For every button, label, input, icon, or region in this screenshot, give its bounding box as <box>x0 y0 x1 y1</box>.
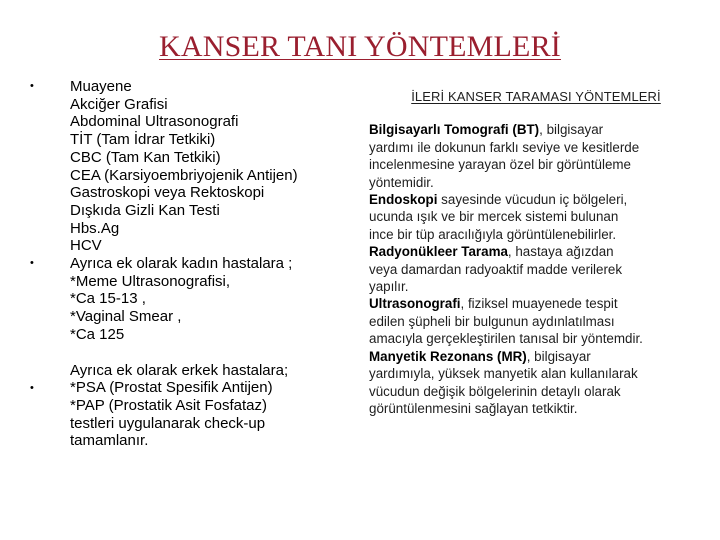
left-column <box>30 78 370 450</box>
slide-title: KANSER TANI YÖNTEMLERİ <box>159 30 561 63</box>
paragraph-line <box>369 191 699 208</box>
method-term: Manyetik Rezonans (MR) <box>369 348 527 364</box>
list-item: Ayrıca ek olarak kadın hastalara ; <box>70 255 293 273</box>
list-item: *Vaginal Smear , <box>70 308 182 326</box>
paragraph-line <box>369 226 699 243</box>
list-item: testleri uygulanarak check-up <box>70 414 266 432</box>
line-text: veya damardan radyoaktif madde verilerek <box>369 261 623 277</box>
paragraph-line <box>369 313 699 330</box>
paragraph-line <box>369 348 699 365</box>
method-term: Radyonükleer Tarama <box>369 244 508 260</box>
bullet-icon: • <box>30 80 34 92</box>
list-item: *Meme Ultrasonografisi, <box>70 272 231 290</box>
line-text: , hastaya ağızdan <box>507 244 614 260</box>
list-item: TİT (Tam İdrar Tetkiki) <box>70 131 216 149</box>
line-text: amacıyla gerçekleştirilen tanısal bir yöntemdir. <box>369 331 643 347</box>
bullet-block-general <box>30 78 370 255</box>
line-text: yöntemidir. <box>369 174 434 190</box>
paragraph-line <box>369 121 699 138</box>
line-text: yapılır. <box>369 279 409 295</box>
bullet-block-women <box>30 255 370 344</box>
line-text: , bilgisayar <box>539 122 604 138</box>
paragraph-line <box>369 243 699 260</box>
line-text: yardımı ile dokunun farklı seviye ve kesitlerde <box>369 139 640 155</box>
method-term: Bilgisayarlı Tomografi (BT) <box>369 122 540 138</box>
paragraph-line <box>369 261 699 278</box>
list-item: CEA (Karsiyoembriyojenik Antijen) <box>70 166 298 184</box>
list-item: Hbs.Ag <box>70 219 120 237</box>
paragraph-line <box>369 156 699 173</box>
line-text: edilen şüpheli bir bulgunun aydınlatılması <box>369 313 615 329</box>
line-text: ucunda ışık ve bir mercek sistemi bulunan <box>369 209 619 225</box>
paragraph-line <box>369 383 699 400</box>
list-item: *Ca 15-13 , <box>70 290 146 308</box>
line-text: görüntülenmesini sağlayan tetkiktir. <box>369 400 578 416</box>
line-text: ince bir tüp aracılığıyla görüntülenebilirler. <box>369 226 617 242</box>
list-item: tamamlanır. <box>70 432 149 450</box>
list-item: Gastroskopi veya Rektoskopi <box>70 184 265 202</box>
line-text: incelenmesine yarayan özel bir görüntüleme <box>369 157 632 173</box>
list-item: *PAP (Prostatik Asit Fosfataz) <box>70 396 268 414</box>
paragraph-line <box>369 365 699 382</box>
list-item: Dışkıda Gizli Kan Testi <box>70 201 220 219</box>
line-text: sayesinde vücudun iç bölgeleri, <box>437 192 628 208</box>
paragraph-line <box>369 330 699 347</box>
list-item: Muayene <box>70 78 132 95</box>
paragraph-line <box>369 400 699 417</box>
paragraph-line <box>369 174 699 191</box>
list-item: *Ca 125 <box>70 325 125 343</box>
list-item: Akciğer Grafisi <box>70 95 168 113</box>
method-term: Ultrasonografi <box>369 296 461 312</box>
bullet-icon: • <box>30 257 34 270</box>
bullet-block-men <box>30 362 370 451</box>
line-text: , bilgisayar <box>526 348 591 364</box>
method-term: Endoskopi <box>369 192 438 208</box>
advanced-screening-heading: İLERİ KANSER TARAMASI YÖNTEMLERİ <box>411 89 661 104</box>
paragraph-line <box>369 208 699 225</box>
list-item: Abdominal Ultrasonografi <box>70 113 239 131</box>
list-item: HCV <box>70 237 102 255</box>
line-text: , fiziksel muayenede tespit <box>460 296 618 312</box>
paragraph-line <box>369 278 699 295</box>
list-item: Ayrıca ek olarak erkek hastalara; <box>70 361 289 379</box>
paragraph-line <box>369 139 699 156</box>
bullet-icon: • <box>30 381 34 394</box>
list-item: *PSA (Prostat Spesifik Antijen) <box>70 379 273 397</box>
list-item: CBC (Tam Kan Tetkiki) <box>70 148 221 166</box>
line-text: yardımıyla, yüksek manyetik alan kullanılarak <box>369 366 638 382</box>
line-text: vücudun değişik bölgelerinin detaylı olarak <box>369 383 621 399</box>
right-column <box>369 88 699 417</box>
paragraph-line <box>369 295 699 312</box>
